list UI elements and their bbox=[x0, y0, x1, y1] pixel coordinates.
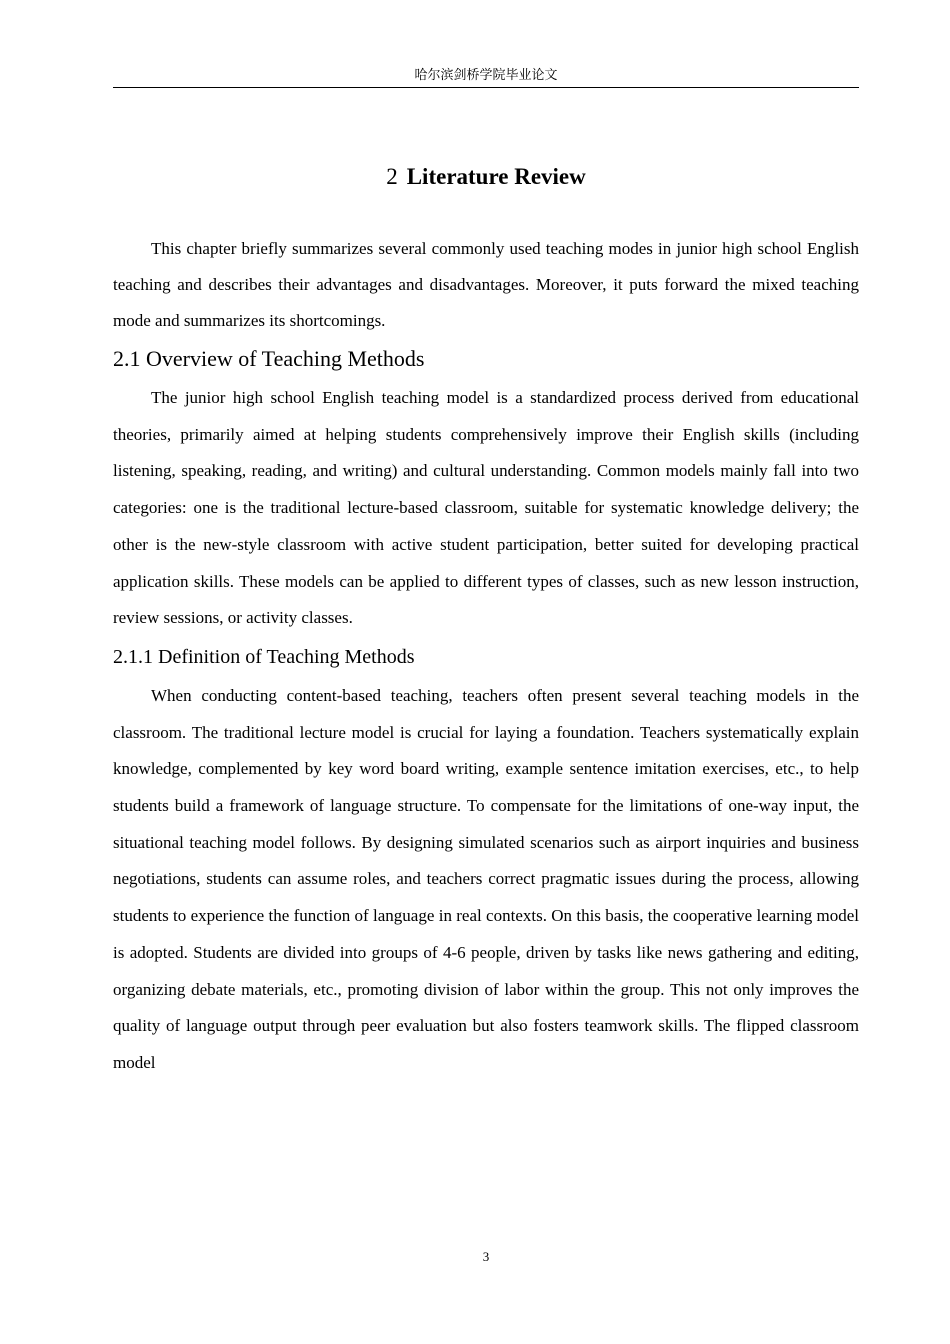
section-2-1-paragraph: The junior high school English teaching model is a standardized process derived from educational theories, primarily aimed at helping students comprehensively improve their English skills (including listening, speaking, reading, and writing) and cultural understanding. Common models mainly fall into two categories: one is the traditional lecture-based classroom, suitable for systematic knowledge delivery; the other is the new-style classroom with active student participation, better suited for developing practical application skills. These models can be applied to different types of classes, such as new lesson instruction, review sessions, or activity classes. bbox=[113, 388, 859, 628]
section-heading-2-1: 2.1 Overview of Teaching Methods bbox=[113, 346, 425, 371]
page-number: 3 bbox=[482, 1249, 490, 1264]
body-content bbox=[113, 231, 859, 1082]
chapter-title bbox=[113, 160, 859, 194]
section-heading-2-1-1: 2.1.1 Definition of Teaching Methods bbox=[113, 645, 415, 668]
page-header: 哈尔滨剑桥学院毕业论文 bbox=[113, 66, 859, 88]
section-2-1-1-paragraph: When conducting content-based teaching, teachers often present several teaching models in the classroom. The traditional lecture model is crucial for laying a foundation. Teachers systematically explain knowledge, complemented by key word board writing, example sentence imitation exercises, etc., to help students build a framework of language structure. To compensate for the limitations of one-way input, the situational teaching model follows. By designing simulated scenarios such as airport inquiries and business negotiations, students can assume roles, and teachers correct pragmatic issues during the process, allowing students to experience the function of language in real contexts. On this basis, the cooperative learning model is adopted. Students are divided into groups of 4-6 people, driven by tasks like news gathering and editing, organizing debate materials, etc., promoting division of labor within the group. This not only improves the quality of language output through peer evaluation but also fosters teamwork skills. The flipped classroom model bbox=[113, 685, 859, 1072]
chapter-title-text: Literature Review bbox=[406, 164, 586, 189]
chapter-number: 2 bbox=[386, 164, 398, 189]
intro-paragraph: This chapter briefly summarizes several commonly used teaching modes in junior high school English teaching and describes their advantages and disadvantages. Moreover, it puts forward the mixed teaching mode and summarizes its shortcomings. bbox=[113, 239, 859, 330]
